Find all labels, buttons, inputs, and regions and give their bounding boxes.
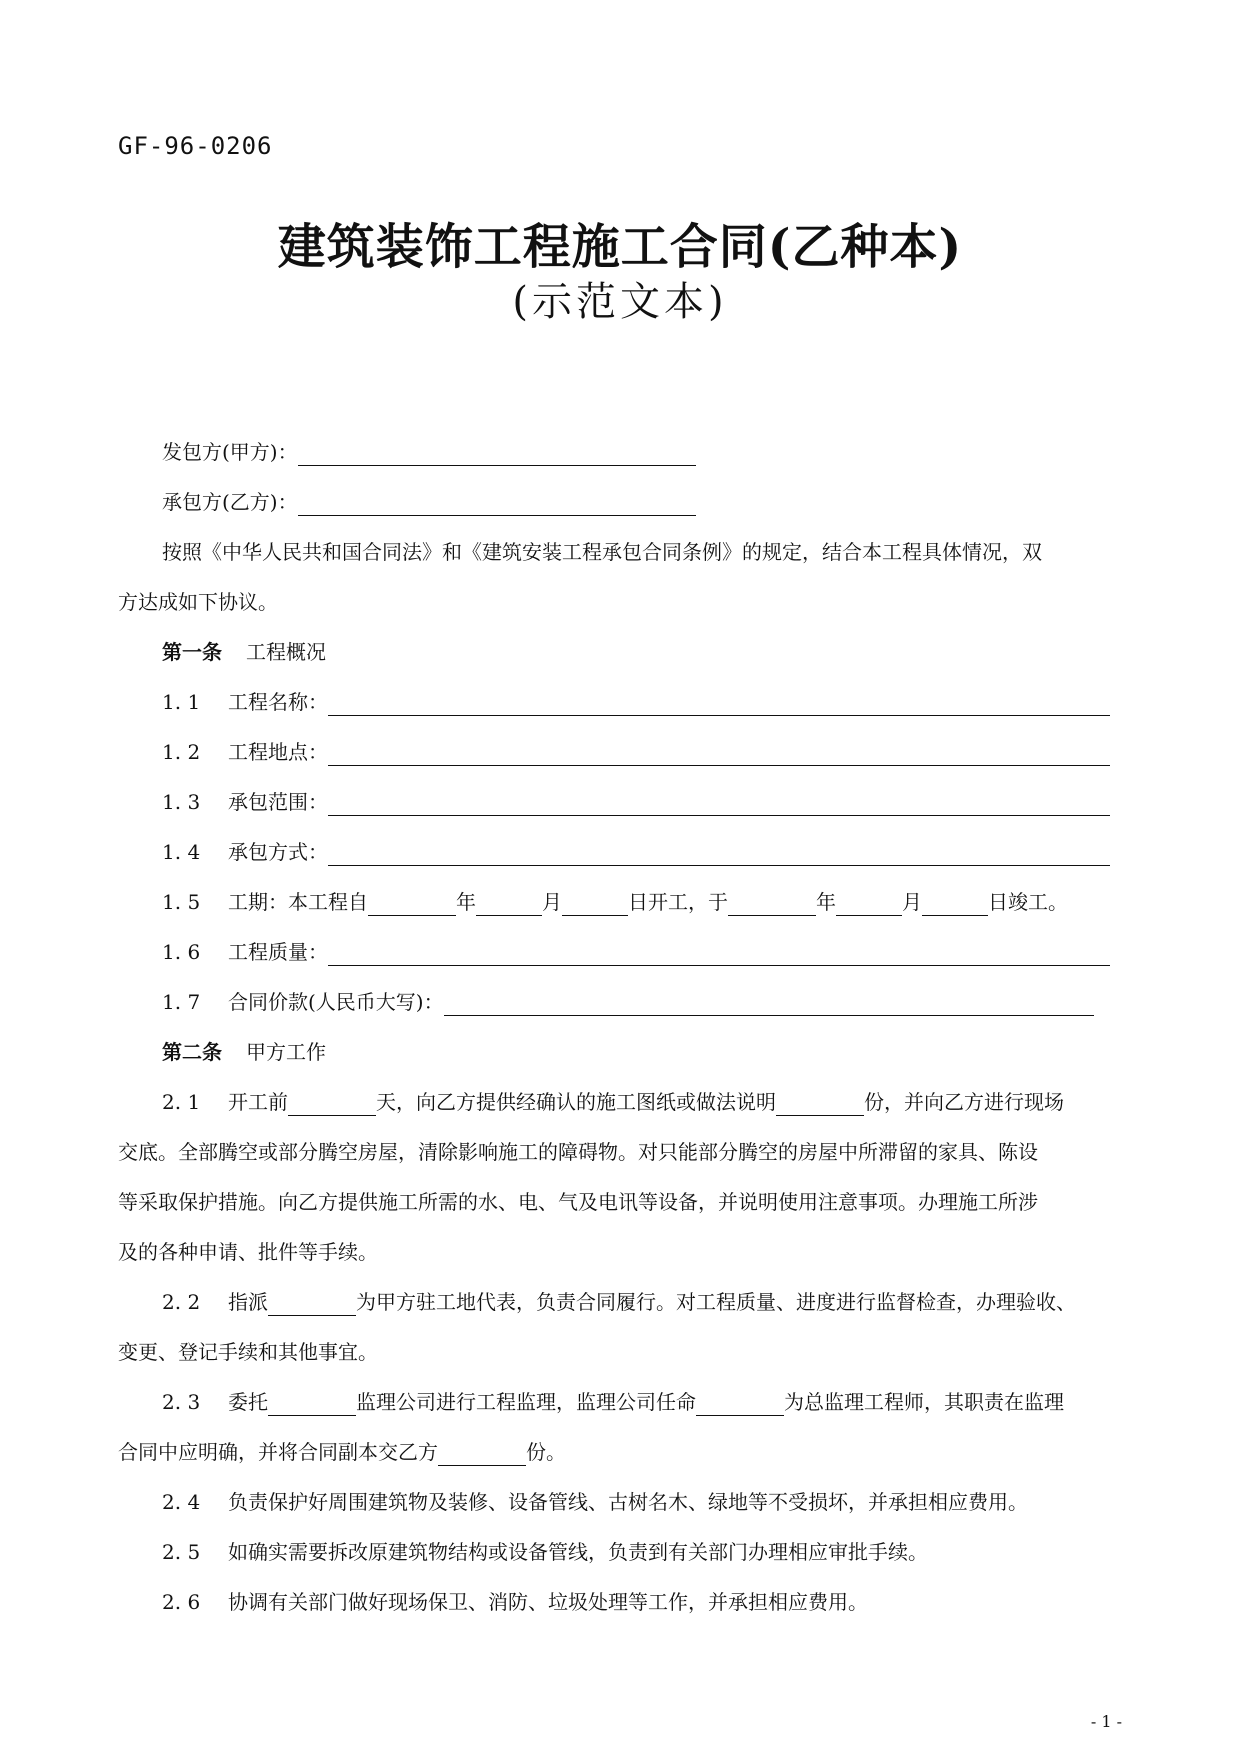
item-2-6 (162, 1588, 868, 1616)
party-a-row (162, 438, 696, 466)
start-month-field[interactable] (476, 893, 542, 916)
item-2-4 (162, 1488, 1028, 1516)
year-label: 年 (456, 890, 476, 914)
item-1-1 (162, 688, 1110, 716)
chief-engineer-field[interactable] (696, 1393, 784, 1416)
article-1-title: 工程概况 (246, 640, 326, 664)
item-number: 2. 2 (162, 1290, 201, 1314)
item-number: 1. 2 (162, 740, 201, 764)
text: 委托 (228, 1390, 268, 1414)
page-subtitle: (示范文本) (512, 279, 728, 325)
item-number: 2. 6 (162, 1590, 201, 1614)
party-a-field[interactable] (298, 443, 696, 466)
article-1-heading (162, 638, 326, 666)
item-number: 2. 5 (162, 1540, 201, 1564)
item-number: 1. 4 (162, 840, 201, 864)
contract-copies-field[interactable] (438, 1443, 526, 1466)
item-label: 工程质量： (228, 940, 328, 964)
start-day-field[interactable] (562, 893, 628, 916)
text: 开工前 (228, 1090, 288, 1114)
text: 负责保护好周围建筑物及装修、设备管线、古树名木、绿地等不受损坏，并承担相应费用。 (228, 1490, 1028, 1514)
item-2-3-line-2 (118, 1438, 566, 1466)
text: 协调有关部门做好现场保卫、消防、垃圾处理等工作，并承担相应费用。 (228, 1590, 868, 1614)
item-2-1-line-2: 交底。全部腾空或部分腾空房屋，清除影响施工的障碍物。对只能部分腾空的房屋中所滞留的家具、陈设 (118, 1140, 1038, 1164)
item-label: 合同价款(人民币大写)： (228, 990, 444, 1014)
text: 合同中应明确，并将合同副本交乙方 (118, 1440, 438, 1464)
article-1-number: 第一条 (162, 640, 222, 664)
contract-method-field[interactable] (328, 843, 1110, 866)
item-number: 1. 3 (162, 790, 201, 814)
item-1-4 (162, 838, 1110, 866)
item-number: 2. 3 (162, 1390, 201, 1414)
item-label: 承包方式： (228, 840, 328, 864)
item-label: 工程地点： (228, 740, 328, 764)
item-2-3 (162, 1388, 1064, 1416)
item-1-7 (162, 988, 1094, 1016)
text: 为总监理工程师，其职责在监理 (784, 1390, 1064, 1414)
page-title: 建筑装饰工程施工合同(乙种本) (277, 219, 963, 275)
intro-line-2: 方达成如下协议。 (118, 590, 278, 614)
month-label: 月 (542, 890, 562, 914)
text: 份，并向乙方进行现场 (864, 1090, 1064, 1114)
text: 份。 (526, 1440, 566, 1464)
contract-scope-field[interactable] (328, 793, 1110, 816)
end-label: 日竣工。 (988, 890, 1068, 914)
item-number: 1. 6 (162, 940, 201, 964)
item-1-3 (162, 788, 1110, 816)
party-b-row (162, 488, 696, 516)
end-year-field[interactable] (728, 893, 816, 916)
item-2-1-line-3: 等采取保护措施。向乙方提供施工所需的水、电、气及电讯等设备，并说明使用注意事项。办理施工所涉 (118, 1190, 1038, 1214)
item-1-2 (162, 738, 1110, 766)
item-2-1 (162, 1088, 1064, 1116)
article-2-heading (162, 1038, 326, 1066)
item-2-1-line-4: 及的各种申请、批件等手续。 (118, 1240, 378, 1264)
document-code: GF-96-0206 (118, 132, 273, 160)
end-day-field[interactable] (922, 893, 988, 916)
text: 监理公司进行工程监理，监理公司任命 (356, 1390, 696, 1414)
article-2-number: 第二条 (162, 1040, 222, 1064)
year-label: 年 (816, 890, 836, 914)
start-year-field[interactable] (368, 893, 456, 916)
text: 如确实需要拆改原建筑物结构或设备管线，负责到有关部门办理相应审批手续。 (228, 1540, 928, 1564)
item-number: 2. 4 (162, 1490, 201, 1514)
item-number: 1. 5 (162, 890, 201, 914)
month-label: 月 (902, 890, 922, 914)
item-label: 承包范围： (228, 790, 328, 814)
item-number: 1. 7 (162, 990, 201, 1014)
item-2-2-line-2: 变更、登记手续和其他事宜。 (118, 1340, 378, 1364)
project-location-field[interactable] (328, 743, 1110, 766)
start-label: 日开工，于 (628, 890, 728, 914)
quality-field[interactable] (328, 943, 1110, 966)
period-label: 工期：本工程自 (228, 890, 368, 914)
item-1-5 (162, 888, 1068, 916)
supervision-company-field[interactable] (268, 1393, 356, 1416)
item-2-2 (162, 1288, 1076, 1316)
article-2-title: 甲方工作 (246, 1040, 326, 1064)
text: 天，向乙方提供经确认的施工图纸或做法说明 (376, 1090, 776, 1114)
item-label: 工程名称： (228, 690, 328, 714)
page-number: - 1 - (1090, 1712, 1122, 1731)
party-b-label: 承包方(乙方)： (162, 490, 298, 514)
item-number: 2. 1 (162, 1090, 201, 1114)
item-number: 1. 1 (162, 690, 201, 714)
text: 为甲方驻工地代表，负责合同履行。对工程质量、进度进行监督检查，办理验收、 (356, 1290, 1076, 1314)
item-2-5 (162, 1538, 928, 1566)
party-b-field[interactable] (298, 493, 696, 516)
contract-price-field[interactable] (444, 993, 1094, 1016)
item-1-6 (162, 938, 1110, 966)
project-name-field[interactable] (328, 693, 1110, 716)
days-before-field[interactable] (288, 1093, 376, 1116)
text: 指派 (228, 1290, 268, 1314)
drawing-copies-field[interactable] (776, 1093, 864, 1116)
site-representative-field[interactable] (268, 1293, 356, 1316)
intro-line-1: 按照《中华人民共和国合同法》和《建筑安装工程承包合同条例》的规定，结合本工程具体情况，双 (162, 540, 1042, 564)
party-a-label: 发包方(甲方)： (162, 440, 298, 464)
end-month-field[interactable] (836, 893, 902, 916)
